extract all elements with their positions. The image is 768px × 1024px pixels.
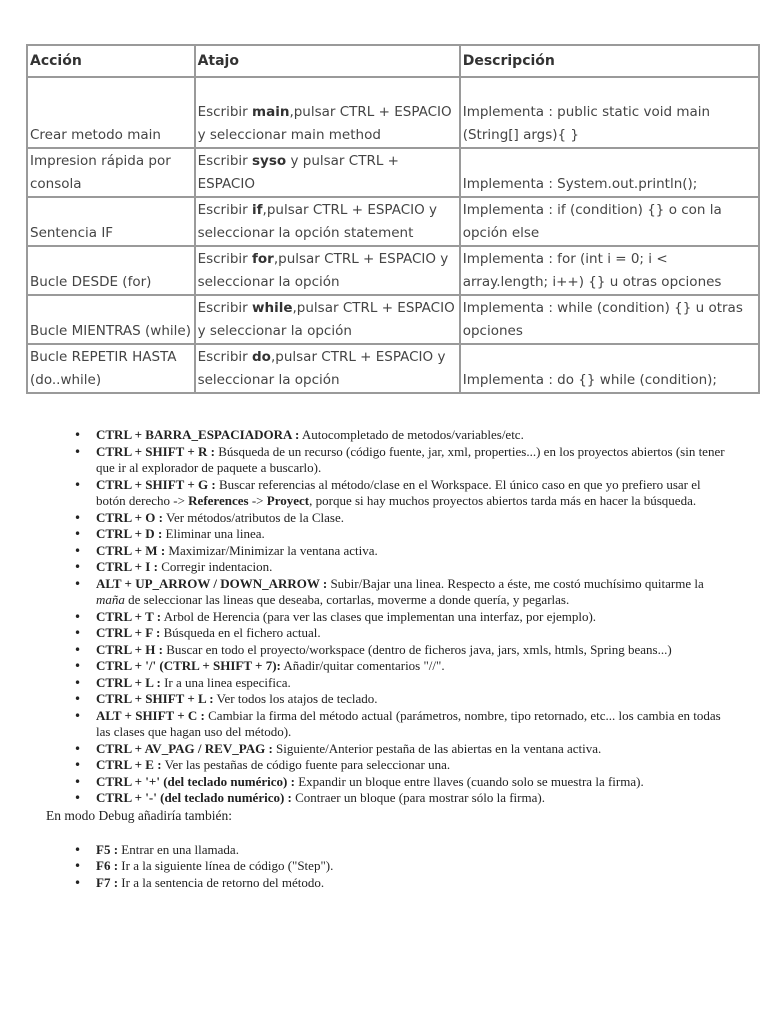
atajo-keyword: if [252, 202, 263, 218]
list-item [96, 625, 726, 642]
list-item [96, 609, 726, 626]
shortcut-desc: Contraer un bloque (para mostrar sólo la firma). [291, 790, 545, 805]
list-item [96, 774, 726, 791]
cell-descripcion: Implementa : System.out.println(); [460, 148, 759, 197]
cell-descripcion: Implementa : public static void main (String[] args){ } [460, 77, 759, 148]
cell-descripcion: Implementa : while (condition) {} u otras opciones [460, 295, 759, 344]
shortcut-bold-term: Proyect [266, 493, 310, 508]
debug-intro: En modo Debug añadiría también: [46, 807, 232, 823]
shortcut-desc: Búsqueda de un recurso (código fuente, jar, xml, properties...) en los proyectos abiertos (sin tener que ir al explorador de paquete a buscarlo). [96, 443, 725, 475]
shortcut-key: CTRL + BARRA_ESPACIADORA : [96, 427, 300, 442]
shortcut-key: F5 : [96, 841, 119, 857]
atajo-prefix: Escribir [197, 153, 253, 169]
shortcut-key: CTRL + AV_PAG / REV_PAG : [96, 740, 273, 756]
shortcut-desc: Corregir indentacion. [157, 559, 273, 574]
list-item [96, 675, 726, 692]
shortcut-key: CTRL + SHIFT + L : [96, 691, 214, 706]
cell-accion: Bucle DESDE (for) [27, 246, 195, 295]
shortcut-key: F7 : [96, 874, 119, 890]
cell-accion: Crear metodo main [27, 77, 195, 148]
atajo-keyword: while [252, 300, 293, 316]
list-item [96, 757, 726, 774]
list-item [96, 477, 726, 510]
atajo-keyword: do [252, 349, 271, 365]
cell-atajo [195, 344, 460, 393]
shortcut-key: ALT + UP_ARROW / DOWN_ARROW : [96, 575, 328, 591]
cell-atajo [195, 295, 460, 344]
shortcut-key: CTRL + H : [96, 641, 163, 657]
cell-accion: Bucle REPETIR HASTA (do..while) [27, 344, 195, 393]
list-item [96, 444, 726, 477]
shortcut-key: CTRL + O : [96, 509, 163, 525]
shortcut-desc: , porque si hay muchos proyectos abiertos tarda más en hacer la búsqueda. [309, 493, 697, 508]
cell-atajo [195, 148, 460, 197]
shortcut-desc: Ir a una linea especifica. [160, 674, 291, 690]
shortcut-key: CTRL + T : [96, 608, 162, 624]
cell-descripcion: Implementa : if (condition) {} o con la opción else [460, 197, 759, 246]
shortcut-desc: Buscar referencias al método/clase en el Workspace. El único caso en que yo prefiero usar el botón derecho -> [96, 476, 701, 508]
shortcut-desc: -> [248, 493, 267, 508]
table-row [27, 246, 759, 295]
atajo-suffix: ,pulsar CTRL + ESPACIO y seleccionar la opción statement [197, 202, 438, 241]
atajo-prefix: Escribir [197, 104, 253, 120]
shortcut-key: CTRL + SHIFT + R : [96, 443, 215, 459]
list-item [96, 691, 726, 708]
list-item [96, 790, 726, 807]
table-header-row [27, 45, 759, 77]
shortcut-desc: Búsqueda en el fichero actual. [160, 625, 321, 640]
shortcut-desc: Expandir un bloque entre llaves (cuando solo se muestra la firma). [294, 773, 644, 789]
cell-accion: Impresion rápida por consola [27, 148, 195, 197]
shortcut-desc: Entrar en una llamada. [118, 841, 239, 857]
header-descripcion: Descripción [460, 45, 759, 77]
atajo-prefix: Escribir [197, 251, 253, 267]
cell-accion: Sentencia IF [27, 197, 195, 246]
shortcut-bold-term: References [188, 493, 249, 508]
shortcut-italic-term: maña [96, 592, 125, 607]
list-item [96, 576, 726, 609]
atajo-suffix: y pulsar CTRL + ESPACIO [197, 153, 399, 192]
list-item [96, 858, 726, 875]
shortcut-key: CTRL + SHIFT + G : [96, 476, 216, 492]
atajo-suffix: ,pulsar CTRL + ESPACIO y seleccionar la opción [197, 251, 449, 290]
cell-descripcion: Implementa : do {} while (condition); [460, 344, 759, 393]
atajo-prefix: Escribir [197, 202, 253, 218]
shortcut-desc: Ver las pestañas de código fuente para seleccionar una. [161, 757, 451, 772]
shortcuts-notes [26, 427, 726, 891]
shortcut-key: CTRL + M : [96, 542, 166, 558]
shortcut-desc: Ver métodos/atributos de la Clase. [163, 509, 345, 525]
list-item [96, 658, 726, 675]
shortcut-key: CTRL + E : [96, 757, 162, 772]
shortcut-desc: Ir a la siguiente línea de código ("Step"). [118, 858, 334, 873]
shortcut-key: CTRL + L : [96, 674, 161, 690]
shortcut-key: F6 : [96, 858, 119, 873]
atajo-prefix: Escribir [197, 300, 253, 316]
list-item [96, 526, 726, 543]
shortcut-key: CTRL + '-' (del teclado numérico) : [96, 790, 292, 805]
list-item [96, 642, 726, 659]
atajo-suffix: ,pulsar CTRL + ESPACIO y seleccionar main method [197, 104, 452, 143]
shortcuts-table [26, 44, 760, 394]
shortcut-key: CTRL + D : [96, 526, 163, 541]
atajo-keyword: syso [252, 153, 287, 169]
shortcut-desc: Añadir/quitar comentarios "//". [280, 658, 445, 673]
cell-atajo [195, 77, 460, 148]
list-item [96, 875, 726, 892]
shortcut-key: CTRL + F : [96, 625, 161, 640]
shortcut-desc: Ir a la sentencia de retorno del método. [118, 874, 325, 890]
shortcut-desc: Siguiente/Anterior pestaña de las abiertas en la ventana activa. [272, 740, 602, 756]
list-item [96, 741, 726, 758]
list-item [96, 842, 726, 859]
shortcut-list [26, 427, 726, 807]
header-atajo: Atajo [195, 45, 460, 77]
atajo-keyword: for [252, 251, 274, 267]
list-item [96, 543, 726, 560]
shortcut-desc: Buscar en todo el proyecto/workspace (dentro de ficheros java, jars, xmls, htmls, Spring beans...) [163, 641, 672, 657]
shortcut-desc: Arbol de Herencia (para ver las clases que implementan una interfaz, por ejemplo). [161, 608, 597, 624]
shortcut-desc: Subir/Bajar una linea. Respecto a éste, me costó muchísimo quitarme la [327, 575, 704, 591]
shortcut-key: CTRL + '+' (del teclado numérico) : [96, 773, 295, 789]
shortcut-key: ALT + SHIFT + C : [96, 707, 205, 723]
shortcut-desc: Ver todos los atajos de teclado. [213, 691, 378, 706]
table-row [27, 344, 759, 393]
atajo-suffix: ,pulsar CTRL + ESPACIO y seleccionar la opción [197, 349, 446, 388]
shortcut-key: CTRL + I : [96, 559, 158, 574]
atajo-keyword: main [252, 104, 290, 120]
table-row [27, 295, 759, 344]
table-row [27, 197, 759, 246]
table-row [27, 148, 759, 197]
atajo-prefix: Escribir [197, 349, 253, 365]
list-item [96, 510, 726, 527]
shortcut-desc: Eliminar una linea. [162, 526, 265, 541]
cell-descripcion: Implementa : for (int i = 0; i < array.length; i++) {} u otras opciones [460, 246, 759, 295]
atajo-suffix: ,pulsar CTRL + ESPACIO y seleccionar la opción [197, 300, 455, 339]
list-item [96, 559, 726, 576]
table-row [27, 77, 759, 148]
shortcut-desc: de seleccionar las lineas que deseaba, cortarlas, moverme a donde quería, y pegarlas. [124, 592, 570, 607]
shortcut-desc: Cambiar la firma del método actual (parámetros, nombre, tipo retornado, etc... los cambia en todas las clases que hagan uso del método). [96, 707, 721, 739]
header-accion: Acción [27, 45, 195, 77]
list-item [96, 427, 726, 444]
shortcut-desc: Maximizar/Minimizar la ventana activa. [165, 542, 378, 558]
debug-shortcut-list [26, 842, 726, 892]
shortcut-key: CTRL + '/' (CTRL + SHIFT + 7): [96, 658, 281, 673]
shortcut-desc: Autocompletado de metodos/variables/etc. [299, 427, 524, 442]
cell-atajo [195, 197, 460, 246]
cell-accion: Bucle MIENTRAS (while) [27, 295, 195, 344]
cell-atajo [195, 246, 460, 295]
list-item [96, 708, 726, 741]
